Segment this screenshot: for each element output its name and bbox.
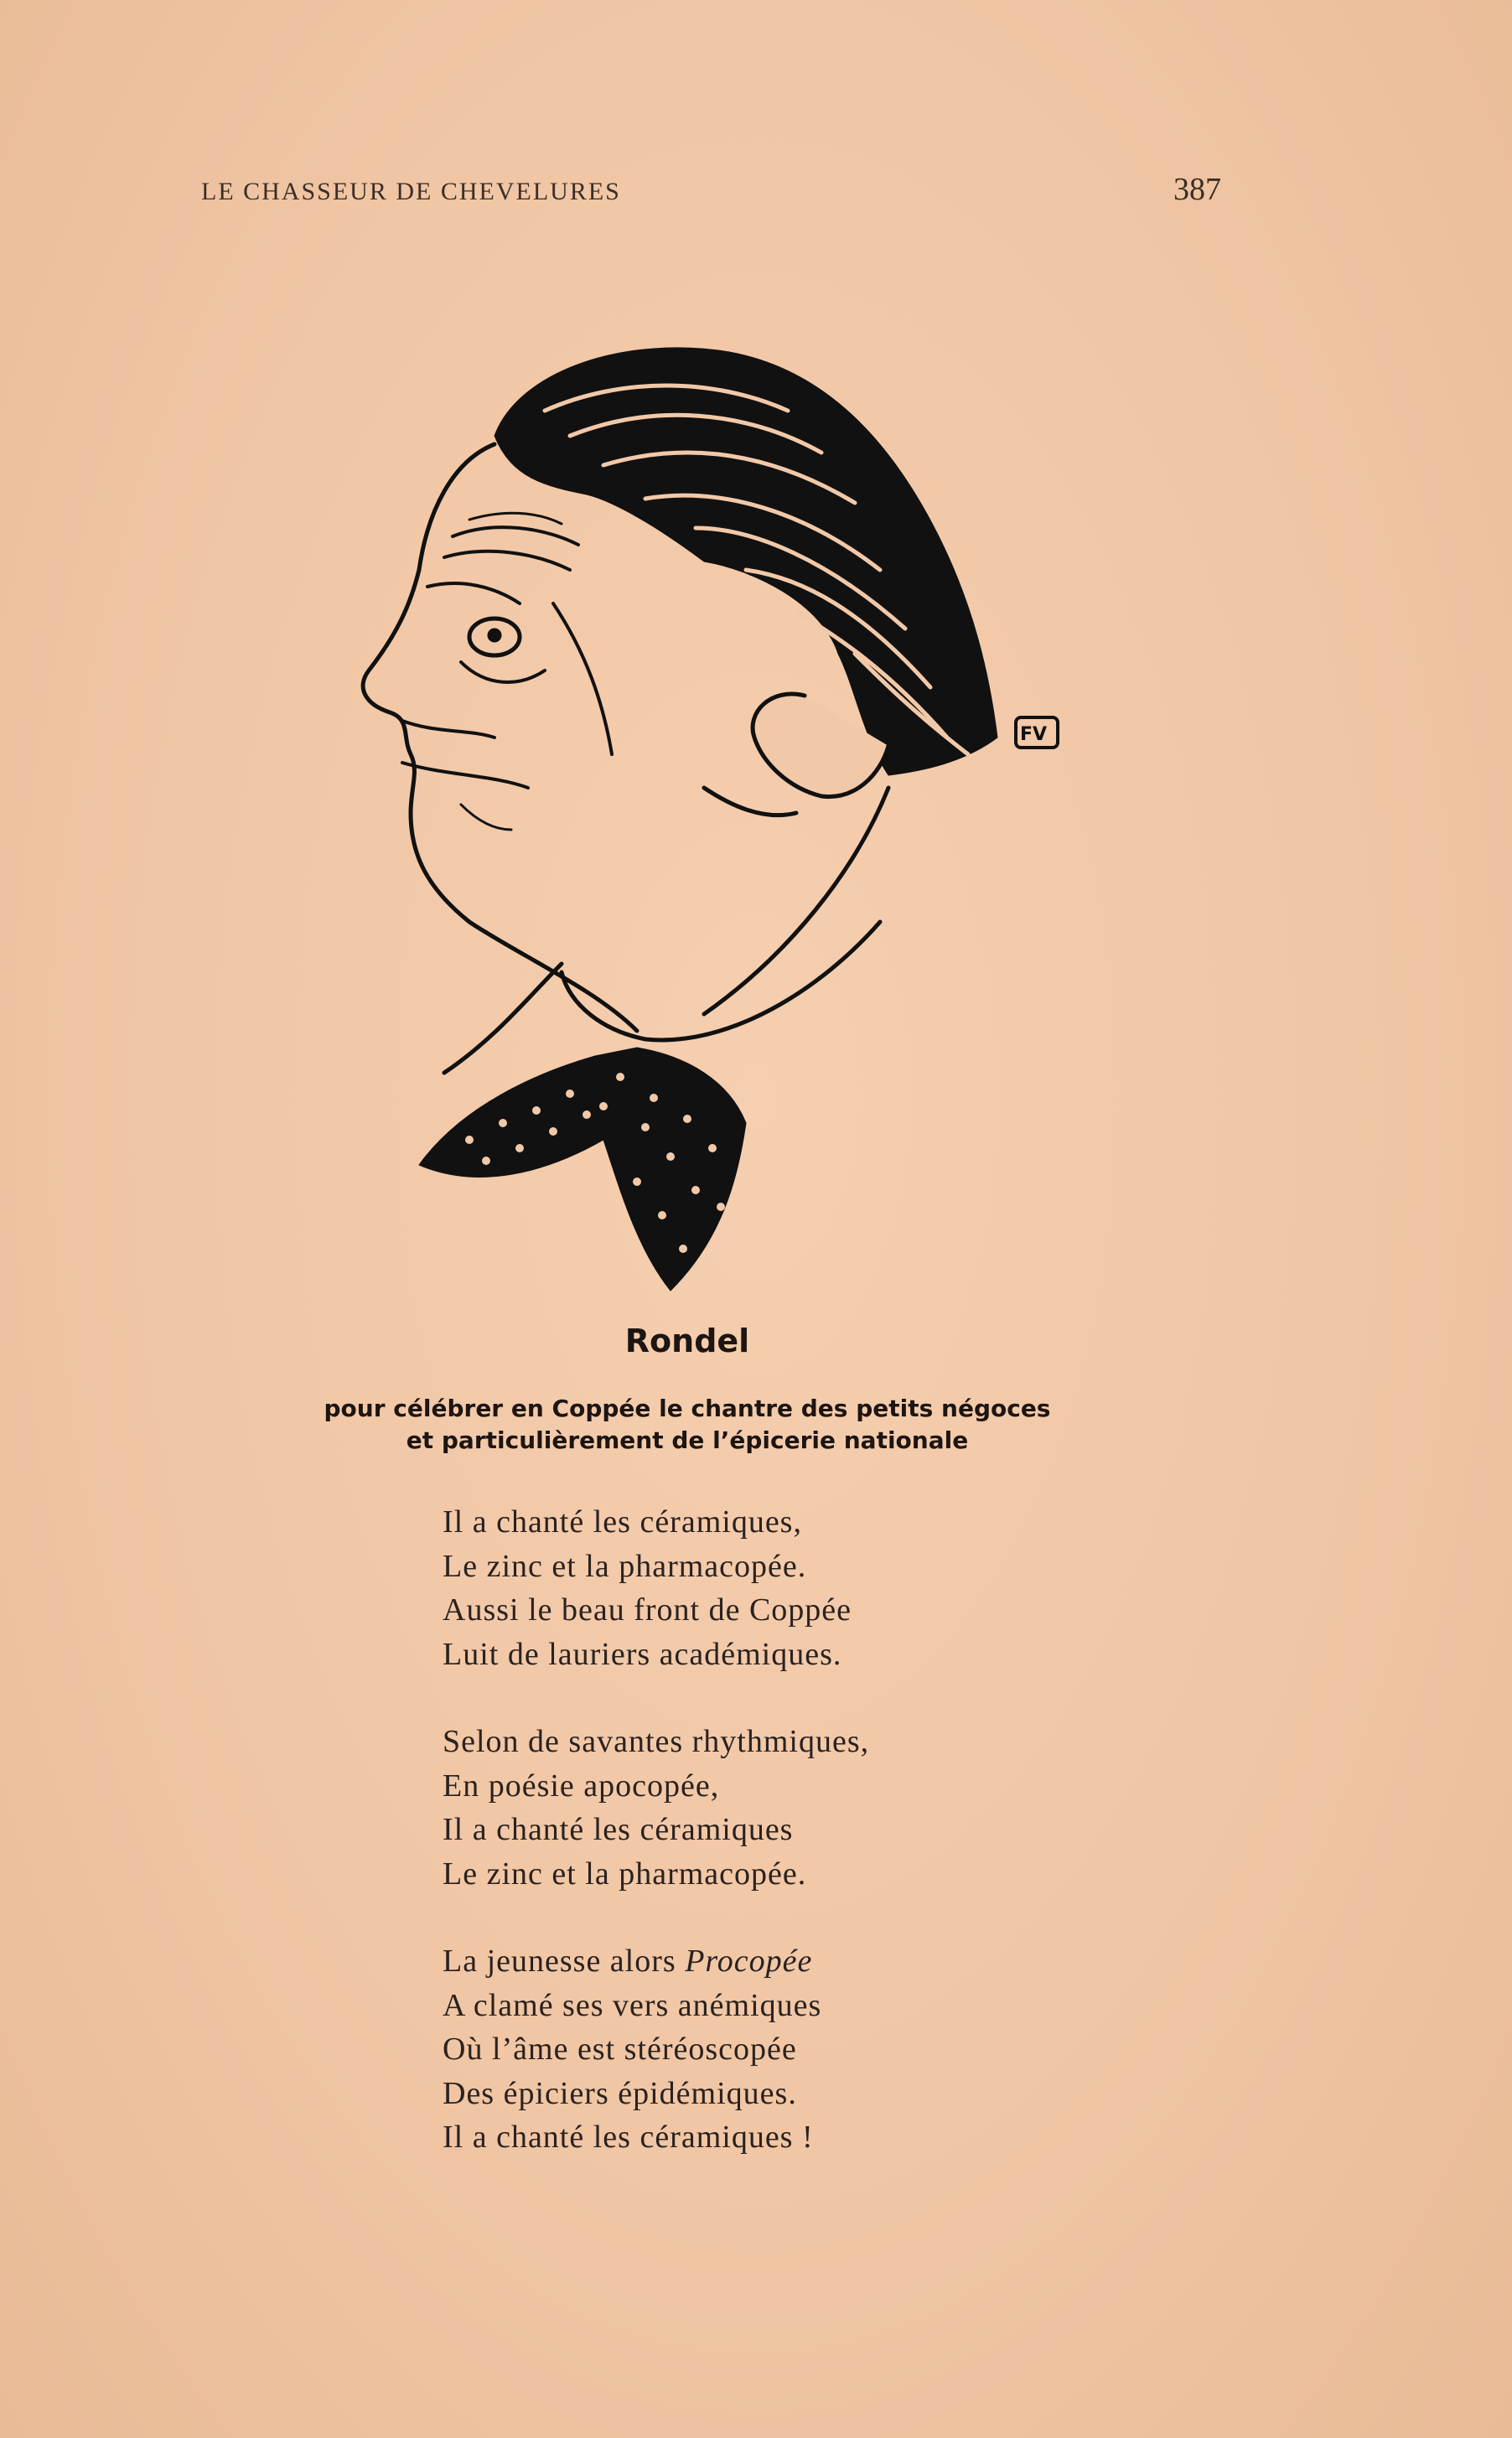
stanza-2: [443, 1720, 869, 1896]
poem-line: Il a chanté les céramiques !: [443, 2120, 814, 2155]
poem-line: A clamé ses vers anémiques: [443, 1987, 822, 2023]
poem-title: Rondel: [624, 1323, 750, 1359]
page-number: 387: [1173, 172, 1221, 207]
poem-line: Il a chanté les céramiques,: [443, 1504, 802, 1540]
poem-subtitle-line1: pour célébrer en Coppée le chantre des petits négoces: [324, 1395, 1051, 1422]
poem-body: [443, 1500, 869, 2203]
poem-subtitle-line2: et particulièrement de l’épicerie nationale: [406, 1426, 969, 1454]
poem-line-text: La jeunesse alors: [443, 1944, 686, 1979]
running-title: LE CHASSEUR DE CHEVELURES: [201, 178, 621, 205]
poem-line: Où l’âme est stéréoscopée: [443, 2032, 797, 2067]
monogram-text: FV: [1020, 724, 1048, 745]
poem-line: Selon de savantes rhythmiques,: [443, 1724, 870, 1759]
poem-line: [443, 1939, 869, 1984]
poem-line: Il a chanté les céramiques: [443, 1812, 794, 1847]
poem-line-italic: Procopée: [685, 1944, 813, 1979]
bow-tie: [419, 1048, 746, 1291]
face-outline: [363, 444, 637, 1031]
stanza-3: [443, 1939, 869, 2160]
stanza-1: [443, 1500, 869, 1676]
poem-line: Des épiciers épidémiques.: [443, 2075, 797, 2111]
poem-line: Luit de lauriers académiques.: [443, 1636, 842, 1672]
caricature-portrait: [352, 318, 1106, 1299]
poem-line: En poésie apocopée,: [443, 1768, 720, 1804]
poem-line: Aussi le beau front de Coppée: [443, 1592, 852, 1628]
poem-line: Le zinc et la pharmacopée.: [443, 1548, 807, 1584]
poem-line: Le zinc et la pharmacopée.: [443, 1856, 807, 1892]
